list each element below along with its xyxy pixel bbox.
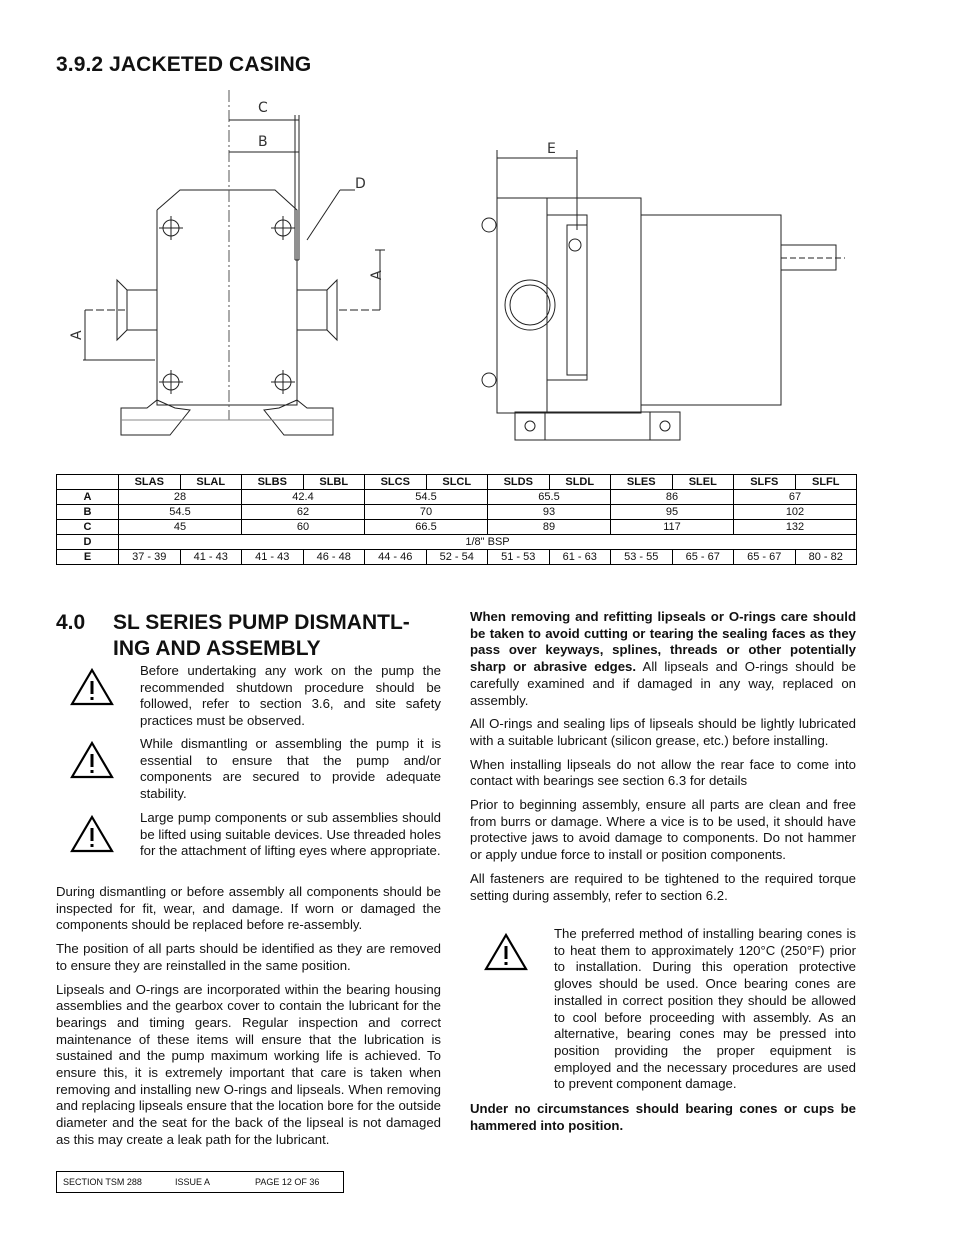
table-cell: 54.5 <box>365 490 488 505</box>
table-cell: 65 - 67 <box>672 550 734 565</box>
table-cell: 117 <box>611 520 734 535</box>
paragraph: The position of all parts should be identified as they are removed to ensure they are reinstalled in the same position. <box>56 941 441 973</box>
warning-text: Large pump components or sub assemblies should be lifted using suitable devices. Use threaded holes for the attachment of lifting eyes where appropriate. <box>140 810 441 859</box>
table-cell: 51 - 53 <box>488 550 550 565</box>
table-header-cell: SLCL <box>426 475 488 490</box>
table-cell: 65.5 <box>488 490 611 505</box>
warning-icon <box>70 667 114 707</box>
table-cell: 45 <box>119 520 242 535</box>
table-cell: 62 <box>242 505 365 520</box>
table-cell: 42.4 <box>242 490 365 505</box>
row-label: A <box>57 490 119 505</box>
footer-section: SECTION TSM 288 <box>63 1177 142 1187</box>
section-title-line1: SL SERIES PUMP DISMANTL- <box>113 611 410 634</box>
jacketed-casing-drawing <box>55 90 860 455</box>
table-cell: 1/8" BSP <box>119 535 857 550</box>
table-cell: 67 <box>734 490 857 505</box>
section-title-line2: ING AND ASSEMBLY <box>113 637 321 660</box>
table-cell: 86 <box>611 490 734 505</box>
table-cell: 80 - 82 <box>795 550 857 565</box>
paragraph: During dismantling or before assembly all components should be inspected for fit, wear, and damage. If worn or damaged the components should be replaced before re-assembly. <box>56 884 441 933</box>
table-header-cell: SLCS <box>365 475 427 490</box>
table-cell: 70 <box>365 505 488 520</box>
paragraph: All fasteners are required to be tightened to the required torque setting during assembly, refer to section 6.2. <box>470 870 856 903</box>
dim-label-c: C <box>258 100 268 116</box>
warning-text: While dismantling or assembling the pump it is essential to ensure that the pump and/or components are secured to provide adequate stability. <box>140 736 441 802</box>
table-cell: 66.5 <box>365 520 488 535</box>
table-cell: 46 - 48 <box>303 550 365 565</box>
table-cell: 93 <box>488 505 611 520</box>
table-cell: 95 <box>611 505 734 520</box>
table-header-cell: SLDL <box>549 475 611 490</box>
dim-label-d: D <box>355 176 366 192</box>
table-cell: 65 - 67 <box>734 550 796 565</box>
table-cell: 132 <box>734 520 857 535</box>
warning-text: The preferred method of installing bearing cones is to heat them to approximately 120°C (250°F) prior to installation. During this operation protective gloves should be used. Once bearing cones are installed in correct position they should be allowed to cool before proceeding with assembly. As an alternative, bearing cones may be pressed into position providing the proper equipment is employed and the necessary procedures are used to prevent component damage. <box>554 926 856 1092</box>
warning-text: Before undertaking any work on the pump the recommended shutdown procedure should be followed, refer to section 3.6, and site safety practices must be observed. <box>140 663 441 729</box>
warning-icon <box>484 932 528 972</box>
paragraph: Lipseals and O-rings are incorporated within the bearing housing assemblies and the gearbox cover to contain the lubricant for the bearings and timing gears. Regular inspection and correct maintenance of these items will ensure that the lubrication is sustained and the pump maximum working life is achieved. To ensure this, it is extremely important that care is taken when removing and installing new O-rings and lipseals. When removing and replacing lipseals ensure that the location bore for the outside diameter and the seat for the back of the lipseal is not damaged as this may create a leak path for the lubricant. <box>56 981 441 1147</box>
table-header-cell: SLEL <box>672 475 734 490</box>
table-row <box>57 520 857 535</box>
table-header-cell: SLAS <box>119 475 181 490</box>
warning-icon <box>70 740 114 780</box>
table-row <box>57 490 857 505</box>
table-header-cell: SLBS <box>242 475 304 490</box>
table-header-cell: SLES <box>611 475 673 490</box>
table-header-cell: SLDS <box>488 475 550 490</box>
dim-label-a-left: A <box>69 330 85 340</box>
paragraph: All O-rings and sealing lips of lipseals should be lightly lubricated with a suitable lubricant (silicon grease, etc.) before installing. <box>470 716 856 748</box>
dimensions-table <box>56 474 857 565</box>
table-row <box>57 535 857 550</box>
page-footer <box>56 1171 344 1193</box>
paragraph <box>470 609 856 709</box>
dim-label-a-right: A <box>369 270 385 280</box>
table-cell: 28 <box>119 490 242 505</box>
dim-label-e: E <box>547 141 556 157</box>
table-cell: 41 - 43 <box>180 550 242 565</box>
final-note <box>470 1101 856 1141</box>
page-heading: 3.9.2 JACKETED CASING <box>56 53 312 76</box>
table-cell: 54.5 <box>119 505 242 520</box>
dim-label-b: B <box>258 134 268 150</box>
footer-issue: ISSUE A <box>175 1177 211 1187</box>
table-header-row <box>57 475 857 490</box>
table-row <box>57 505 857 520</box>
table-header-cell: SLFS <box>734 475 796 490</box>
warning-icon <box>70 814 114 854</box>
table-cell: 60 <box>242 520 365 535</box>
table-cell: 53 - 55 <box>611 550 673 565</box>
row-label: D <box>57 535 119 550</box>
table-cell: 44 - 46 <box>365 550 427 565</box>
paragraph: Prior to beginning assembly, ensure all parts are clean and free from burrs or damage. Where a vice is to be used, it should have protective jaws to avoid damage to components. Do not hammer or apply undue force to install or position components. <box>470 797 856 863</box>
row-label: C <box>57 520 119 535</box>
row-label: B <box>57 505 119 520</box>
table-header-cell: SLFL <box>795 475 857 490</box>
table-row <box>57 550 857 565</box>
table-cell: 52 - 54 <box>426 550 488 565</box>
right-column-text <box>470 609 856 911</box>
section-number: 4.0 <box>56 611 86 634</box>
paragraph: When installing lipseals do not allow the rear face to come into contact with bearings see section 6.3 for details <box>470 756 856 789</box>
table-cell: 37 - 39 <box>119 550 181 565</box>
table-header-cell: SLBL <box>303 475 365 490</box>
footer-page: PAGE 12 OF 36 <box>255 1177 320 1187</box>
table-cell: 102 <box>734 505 857 520</box>
table-cell: 41 - 43 <box>242 550 304 565</box>
table-cell: 89 <box>488 520 611 535</box>
table-cell: 61 - 63 <box>549 550 611 565</box>
table-header-cell: SLAL <box>180 475 242 490</box>
paragraph-rest: All lipseals and O-rings should be carefully examined and if damaged in any way, replaced on assembly. <box>470 659 856 708</box>
left-column-text <box>56 884 441 1156</box>
row-label: E <box>57 550 119 565</box>
section-title-text <box>113 610 443 662</box>
bold-note: Under no circumstances should bearing cones or cups be hammered into position. <box>470 1101 856 1133</box>
table-header-cell <box>57 475 119 490</box>
bold-caution: When removing and refitting lipseals or O-rings care should be taken to avoid cutting or tearing the sealing faces as they pass over keyways, splines, threads or other potentially sharp or abrasive edges. <box>470 609 856 675</box>
